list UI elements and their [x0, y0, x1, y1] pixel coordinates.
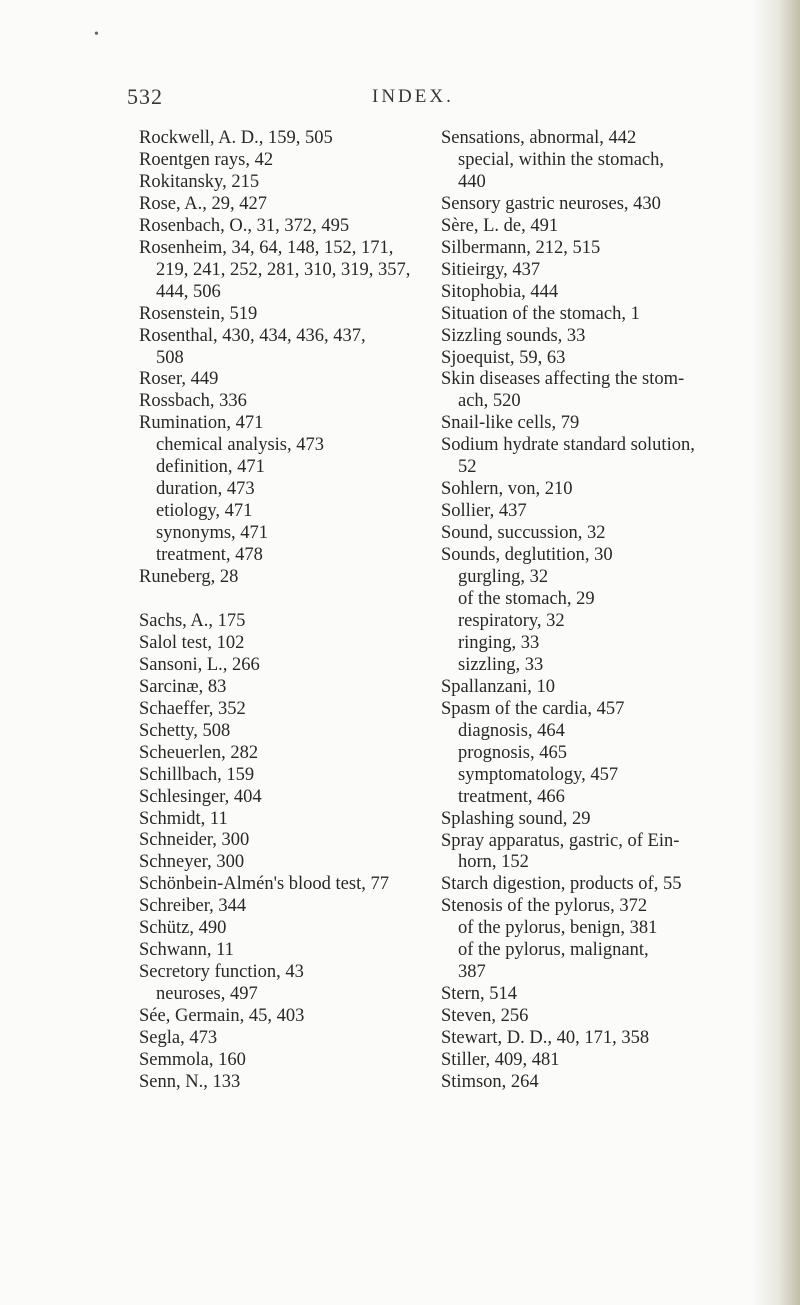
index-entry: Snail-like cells, 79: [441, 413, 580, 434]
index-subentry: definition, 471: [156, 457, 265, 478]
index-subentry: respiratory, 32: [458, 610, 565, 631]
index-entry: Rosenstein, 519: [139, 303, 258, 324]
index-entry: Sensations, abnormal, 442: [441, 128, 637, 148]
index-entry: Sound, succussion, 32: [441, 523, 606, 544]
index-entry: Semmola, 160: [139, 1050, 246, 1071]
index-subentry: neuroses, 497: [156, 984, 258, 1005]
index-entry: Senn, N., 133: [139, 1071, 241, 1092]
index-subentry: ach, 520: [458, 391, 521, 412]
index-subentry: horn, 152: [458, 852, 529, 873]
index-entry: Schillbach, 159: [139, 764, 255, 785]
page-speck: •: [94, 27, 99, 42]
index-entry: Rokitansky, 215: [139, 171, 260, 192]
index-entry: Schütz, 490: [139, 918, 227, 939]
index-entry: Stern, 514: [441, 984, 518, 1005]
index-entry: Sansoni, L., 266: [139, 654, 260, 675]
index-entry: Skin diseases affecting the stom-: [441, 369, 685, 390]
index-entry: Spray apparatus, gastric, of Ein-: [441, 830, 680, 851]
index-entry: Sensory gastric neuroses, 430: [441, 193, 661, 214]
index-entry: Runeberg, 28: [139, 567, 239, 588]
index-entry: Segla, 473: [139, 1028, 218, 1049]
section-gap: [139, 589, 439, 611]
index-entry: Schneider, 300: [139, 830, 250, 851]
index-entry: Rosenthal, 430, 434, 436, 437,: [139, 325, 366, 346]
index-entry: Schlesinger, 404: [139, 786, 262, 807]
index-subentry: treatment, 478: [156, 545, 263, 566]
index-entry: Spallanzani, 10: [441, 676, 556, 697]
index-entry: Schetty, 508: [139, 720, 231, 741]
index-entry: Sohlern, von, 210: [441, 479, 573, 500]
index-subentry: 387: [458, 962, 486, 983]
index-entry: Scheuerlen, 282: [139, 742, 259, 763]
index-subentry: 444, 506: [156, 281, 221, 302]
index-entry: Rosenbach, O., 31, 372, 495: [139, 215, 350, 236]
index-entry: Rose, A., 29, 427: [139, 193, 267, 214]
index-entry: Stenosis of the pylorus, 372: [441, 896, 648, 917]
index-entry: Splashing sound, 29: [441, 808, 591, 829]
index-subentry: special, within the stomach,: [458, 149, 665, 170]
index-entry: Starch digestion, products of, 55: [441, 874, 682, 895]
index-subentry: 440: [458, 171, 486, 192]
index-entry: Sollier, 437: [441, 501, 527, 522]
index-subentry: of the pylorus, benign, 381: [458, 918, 658, 939]
index-entry: Situation of the stomach, 1: [441, 303, 640, 324]
index-subentry: 508: [156, 347, 184, 368]
index-subentry: duration, 473: [156, 479, 255, 500]
page-number: 532: [127, 84, 163, 109]
index-subentry: symptomatology, 457: [458, 764, 619, 785]
index-entry: Schwann, 11: [139, 940, 234, 961]
index-entry: Roser, 449: [139, 369, 219, 390]
running-head: INDEX.: [372, 86, 454, 107]
index-subentry: synonyms, 471: [156, 523, 269, 544]
index-entry: Salol test, 102: [139, 632, 245, 653]
index-subentry: diagnosis, 464: [458, 720, 565, 741]
index-subentry: of the pylorus, malignant,: [458, 940, 649, 961]
index-entry: Sjoequist, 59, 63: [441, 347, 566, 368]
index-entry: Roentgen rays, 42: [139, 149, 274, 170]
index-entry: Sitieirgy, 437: [441, 259, 541, 280]
index-subentry: sizzling, 33: [458, 654, 544, 675]
index-entry: Sachs, A., 175: [139, 610, 246, 631]
index-entry: Rockwell, A. D., 159, 505: [139, 128, 333, 148]
index-entry: Stiller, 409, 481: [441, 1050, 560, 1071]
index-entry: Stewart, D. D., 40, 171, 358: [441, 1028, 650, 1049]
index-entry: Schmidt, 11: [139, 808, 228, 829]
index-subentry: ringing, 33: [458, 632, 540, 653]
index-entry: Sée, Germain, 45, 403: [139, 1006, 305, 1027]
index-entry: Silbermann, 212, 515: [441, 237, 601, 258]
index-entry: Stimson, 264: [441, 1071, 539, 1092]
index-entry: Rossbach, 336: [139, 391, 247, 412]
index-entry: Rosenheim, 34, 64, 148, 152, 171,: [139, 237, 394, 258]
index-subentry: chemical analysis, 473: [156, 435, 324, 456]
index-entry: Sounds, deglutition, 30: [441, 545, 613, 566]
index-subentry: 52: [458, 457, 477, 478]
index-entry: Schreiber, 344: [139, 896, 247, 917]
index-entry: Schönbein-Almén's blood test, 77: [139, 874, 389, 895]
index-entry: Rumination, 471: [139, 413, 264, 434]
index-column-left: [139, 128, 439, 1094]
index-entry: Schaeffer, 352: [139, 698, 246, 719]
index-entry: Sodium hydrate standard solution,: [441, 435, 695, 456]
page-header: [0, 84, 800, 114]
index-subentry: 219, 241, 252, 281, 310, 319, 357,: [156, 259, 411, 280]
index-subentry: etiology, 471: [156, 501, 253, 522]
index-entry: Sarcinæ, 83: [139, 676, 227, 697]
index-entry: Sitophobia, 444: [441, 281, 559, 302]
index-subentry: prognosis, 465: [458, 742, 567, 763]
index-entry: Secretory function, 43: [139, 962, 304, 983]
index-entry: Spasm of the cardia, 457: [441, 698, 625, 719]
index-subentry: gurgling, 32: [458, 567, 549, 588]
index-entry: Sizzling sounds, 33: [441, 325, 586, 346]
index-subentry: treatment, 466: [458, 786, 565, 807]
index-entry: Sère, L. de, 491: [441, 215, 559, 236]
index-column-right: [441, 128, 771, 1094]
index-entry: Schneyer, 300: [139, 852, 245, 873]
index-subentry: of the stomach, 29: [458, 589, 595, 610]
index-entry: Steven, 256: [441, 1006, 529, 1027]
